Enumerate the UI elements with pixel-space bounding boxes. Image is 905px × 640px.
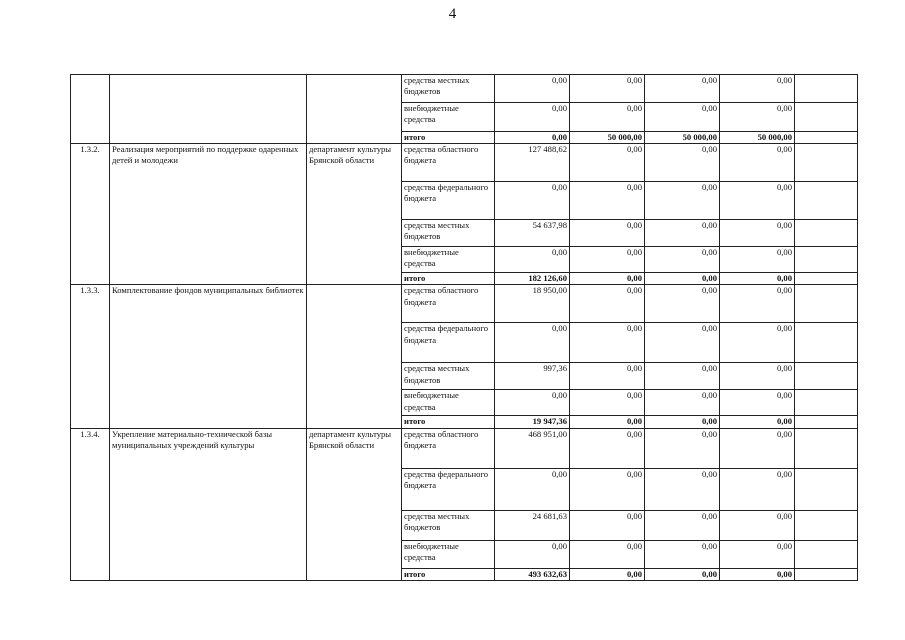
amount-cell-3: 0,00 [645, 247, 720, 273]
amount-cell-2: 0,00 [570, 285, 645, 323]
executor-cell [307, 75, 402, 144]
executor-cell: департамент культуры Брянской области [307, 144, 402, 285]
executor-cell [307, 285, 402, 428]
funding-source-cell: средства местных бюджетов [402, 510, 495, 540]
amount-cell-2: 0,00 [570, 75, 645, 103]
measure-name-cell: Реализация мероприятий по поддержке одаренных детей и молодежи [110, 144, 307, 285]
amount-cell-1: 0,00 [495, 323, 570, 363]
amount-cell-1: 54 637,98 [495, 220, 570, 247]
amount-cell-2: 0,00 [570, 323, 645, 363]
amount-cell-1: 997,36 [495, 363, 570, 390]
table-row [71, 75, 858, 103]
amount-cell-1: 127 488,62 [495, 144, 570, 182]
funding-source-cell: внебюджетные средства [402, 390, 495, 416]
funding-source-cell: средства областного бюджета [402, 285, 495, 323]
empty-cell [795, 416, 858, 428]
amount-cell-4: 50 000,00 [720, 132, 795, 144]
budget-table [70, 74, 858, 581]
amount-cell-2: 50 000,00 [570, 132, 645, 144]
empty-cell [795, 540, 858, 568]
funding-source-cell: внебюджетные средства [402, 247, 495, 273]
funding-source-cell: итого [402, 416, 495, 428]
amount-cell-1: 0,00 [495, 182, 570, 220]
amount-cell-2: 0,00 [570, 416, 645, 428]
amount-cell-4: 0,00 [720, 247, 795, 273]
amount-cell-1: 24 681,63 [495, 510, 570, 540]
empty-cell [795, 323, 858, 363]
amount-cell-2: 0,00 [570, 510, 645, 540]
amount-cell-3: 0,00 [645, 540, 720, 568]
item-code-cell: 1.3.4. [71, 428, 110, 580]
empty-cell [795, 132, 858, 144]
table-row [71, 428, 858, 468]
amount-cell-2: 0,00 [570, 540, 645, 568]
funding-source-cell: внебюджетные средства [402, 103, 495, 132]
amount-cell-4: 0,00 [720, 390, 795, 416]
amount-cell-2: 0,00 [570, 568, 645, 580]
amount-cell-2: 0,00 [570, 144, 645, 182]
amount-cell-1: 468 951,00 [495, 428, 570, 468]
item-code-cell: 1.3.3. [71, 285, 110, 428]
funding-source-cell: средства местных бюджетов [402, 363, 495, 390]
empty-cell [795, 75, 858, 103]
empty-cell [795, 468, 858, 510]
amount-cell-1: 0,00 [495, 132, 570, 144]
amount-cell-1: 18 950,00 [495, 285, 570, 323]
amount-cell-1: 0,00 [495, 247, 570, 273]
amount-cell-4: 0,00 [720, 428, 795, 468]
amount-cell-2: 0,00 [570, 220, 645, 247]
funding-source-cell: итого [402, 132, 495, 144]
amount-cell-4: 0,00 [720, 285, 795, 323]
amount-cell-2: 0,00 [570, 103, 645, 132]
funding-source-cell: средства местных бюджетов [402, 220, 495, 247]
amount-cell-1: 0,00 [495, 540, 570, 568]
amount-cell-4: 0,00 [720, 103, 795, 132]
amount-cell-2: 0,00 [570, 468, 645, 510]
page-number: 4 [448, 6, 457, 22]
amount-cell-3: 50 000,00 [645, 132, 720, 144]
empty-cell [795, 103, 858, 132]
amount-cell-3: 0,00 [645, 182, 720, 220]
empty-cell [795, 285, 858, 323]
amount-cell-3: 0,00 [645, 75, 720, 103]
amount-cell-3: 0,00 [645, 273, 720, 285]
funding-source-cell: средства областного бюджета [402, 428, 495, 468]
amount-cell-3: 0,00 [645, 363, 720, 390]
amount-cell-1: 0,00 [495, 75, 570, 103]
amount-cell-3: 0,00 [645, 220, 720, 247]
item-code-cell [71, 75, 110, 144]
amount-cell-3: 0,00 [645, 390, 720, 416]
amount-cell-1: 493 632,63 [495, 568, 570, 580]
measure-name-cell: Укрепление материально-технической базы муниципальных учреждений культуры [110, 428, 307, 580]
amount-cell-1: 182 126,60 [495, 273, 570, 285]
amount-cell-4: 0,00 [720, 273, 795, 285]
funding-source-cell: средства федерального бюджета [402, 468, 495, 510]
amount-cell-4: 0,00 [720, 363, 795, 390]
funding-source-cell: итого [402, 568, 495, 580]
amount-cell-2: 0,00 [570, 247, 645, 273]
amount-cell-4: 0,00 [720, 75, 795, 103]
amount-cell-4: 0,00 [720, 540, 795, 568]
table-row [71, 144, 858, 182]
empty-cell [795, 510, 858, 540]
amount-cell-3: 0,00 [645, 568, 720, 580]
amount-cell-3: 0,00 [645, 416, 720, 428]
amount-cell-4: 0,00 [720, 510, 795, 540]
item-code-cell: 1.3.2. [71, 144, 110, 285]
empty-cell [795, 428, 858, 468]
amount-cell-4: 0,00 [720, 568, 795, 580]
amount-cell-3: 0,00 [645, 510, 720, 540]
measure-name-cell [110, 75, 307, 144]
amount-cell-1: 0,00 [495, 468, 570, 510]
empty-cell [795, 568, 858, 580]
amount-cell-3: 0,00 [645, 285, 720, 323]
amount-cell-4: 0,00 [720, 182, 795, 220]
amount-cell-3: 0,00 [645, 103, 720, 132]
executor-cell: департамент культуры Брянской области [307, 428, 402, 580]
budget-table-body [71, 75, 858, 581]
funding-source-cell: средства областного бюджета [402, 144, 495, 182]
funding-source-cell: средства федерального бюджета [402, 323, 495, 363]
funding-source-cell: итого [402, 273, 495, 285]
amount-cell-4: 0,00 [720, 220, 795, 247]
empty-cell [795, 363, 858, 390]
empty-cell [795, 273, 858, 285]
empty-cell [795, 144, 858, 182]
amount-cell-3: 0,00 [645, 428, 720, 468]
empty-cell [795, 390, 858, 416]
amount-cell-3: 0,00 [645, 323, 720, 363]
empty-cell [795, 182, 858, 220]
amount-cell-3: 0,00 [645, 468, 720, 510]
amount-cell-2: 0,00 [570, 273, 645, 285]
empty-cell [795, 220, 858, 247]
funding-source-cell: средства местных бюджетов [402, 75, 495, 103]
amount-cell-1: 0,00 [495, 390, 570, 416]
funding-source-cell: средства федерального бюджета [402, 182, 495, 220]
table-row [71, 285, 858, 323]
amount-cell-2: 0,00 [570, 390, 645, 416]
amount-cell-4: 0,00 [720, 323, 795, 363]
amount-cell-3: 0,00 [645, 144, 720, 182]
amount-cell-4: 0,00 [720, 416, 795, 428]
amount-cell-2: 0,00 [570, 428, 645, 468]
amount-cell-1: 0,00 [495, 103, 570, 132]
empty-cell [795, 247, 858, 273]
funding-source-cell: внебюджетные средства [402, 540, 495, 568]
amount-cell-2: 0,00 [570, 182, 645, 220]
amount-cell-4: 0,00 [720, 468, 795, 510]
measure-name-cell: Комплектование фондов муниципальных библиотек [110, 285, 307, 428]
amount-cell-1: 19 947,36 [495, 416, 570, 428]
amount-cell-4: 0,00 [720, 144, 795, 182]
amount-cell-2: 0,00 [570, 363, 645, 390]
